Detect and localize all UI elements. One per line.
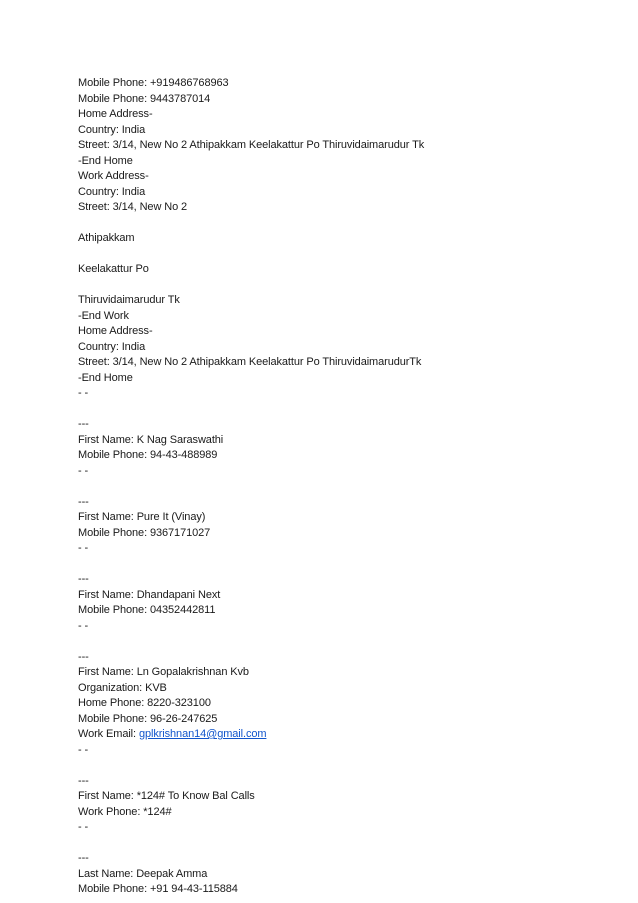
separator-dashes: - - — [78, 542, 89, 554]
blank-line — [78, 479, 598, 495]
separator-line: --- — [78, 573, 89, 585]
phone-line: Mobile Phone: +91 94-43-115884 — [78, 883, 238, 895]
blank-line — [78, 836, 598, 852]
phone-line: Home Phone: 8220-323100 — [78, 697, 211, 709]
blank-line — [78, 278, 598, 294]
contact-name-line: First Name: *124# To Know Bal Calls — [78, 790, 255, 802]
phone-line: Mobile Phone: +919486768963 — [78, 77, 229, 89]
contact-name-line: Last Name: Deepak Amma — [78, 867, 208, 880]
country-line: Country: India — [78, 340, 146, 353]
blank-line — [78, 247, 598, 263]
phone-line: Mobile Phone: 9367171027 — [78, 526, 211, 539]
country-line: Country: India — [78, 185, 146, 198]
blank-line — [78, 402, 598, 418]
phone-line: Mobile Phone: 94-43-488989 — [78, 449, 218, 461]
separator-dashes: - - — [78, 743, 89, 756]
street-line: Street: 3/14, New No 2 Athipakkam Keelakattur Po ThiruvidaimarudurTk — [78, 356, 422, 368]
separator-line: --- — [78, 650, 89, 663]
address-end-line: -End Home — [78, 371, 133, 384]
work-email-label: Work Email: — [78, 728, 139, 740]
separator-line: --- — [78, 495, 89, 508]
address-end-line: -End Work — [78, 309, 129, 322]
blank-line — [78, 634, 598, 650]
contact-name-line: First Name: Dhandapani Next — [78, 588, 221, 601]
text-line: Keelakattur Po — [78, 263, 149, 275]
contact-name-line: First Name: K Nag Saraswathi — [78, 433, 224, 446]
address-header-line: Work Address- — [78, 170, 149, 182]
work-email-line — [78, 727, 598, 743]
street-line: Street: 3/14, New No 2 Athipakkam Keelakattur Po Thiruvidaimarudur Tk — [78, 139, 425, 151]
separator-line: --- — [78, 852, 89, 864]
separator-dashes: - - — [78, 464, 89, 477]
address-header-line: Home Address- — [78, 325, 153, 337]
text-line: Athipakkam — [78, 232, 135, 244]
phone-line: Mobile Phone: 04352442811 — [78, 604, 216, 616]
text-line: Thiruvidaimarudur Tk — [78, 294, 180, 306]
phone-line: Work Phone: *124# — [78, 805, 172, 818]
contact-name-line: First Name: Ln Gopalakrishnan Kvb — [78, 666, 249, 678]
separator-line: --- — [78, 418, 89, 430]
phone-line: Mobile Phone: 96-26-247625 — [78, 712, 218, 725]
separator-dashes: - - — [78, 821, 89, 833]
phone-line: Mobile Phone: 9443787014 — [78, 92, 211, 105]
email-link[interactable]: gplkrishnan14@gmail.com — [138, 728, 267, 740]
contacts-text-body — [78, 76, 598, 898]
address-header-line: Home Address- — [78, 108, 153, 120]
country-line: Country: India — [78, 123, 146, 136]
separator-dashes: - - — [78, 619, 89, 632]
contact-name-line: First Name: Pure It (Vinay) — [78, 511, 206, 523]
blank-line — [78, 557, 598, 573]
blank-line — [78, 758, 598, 774]
separator-dashes: - - — [78, 387, 89, 399]
organization-line: Organization: KVB — [78, 681, 167, 694]
blank-line — [78, 216, 598, 232]
separator-line: --- — [78, 774, 89, 787]
address-end-line: -End Home — [78, 154, 133, 167]
street-line: Street: 3/14, New No 2 — [78, 201, 188, 213]
